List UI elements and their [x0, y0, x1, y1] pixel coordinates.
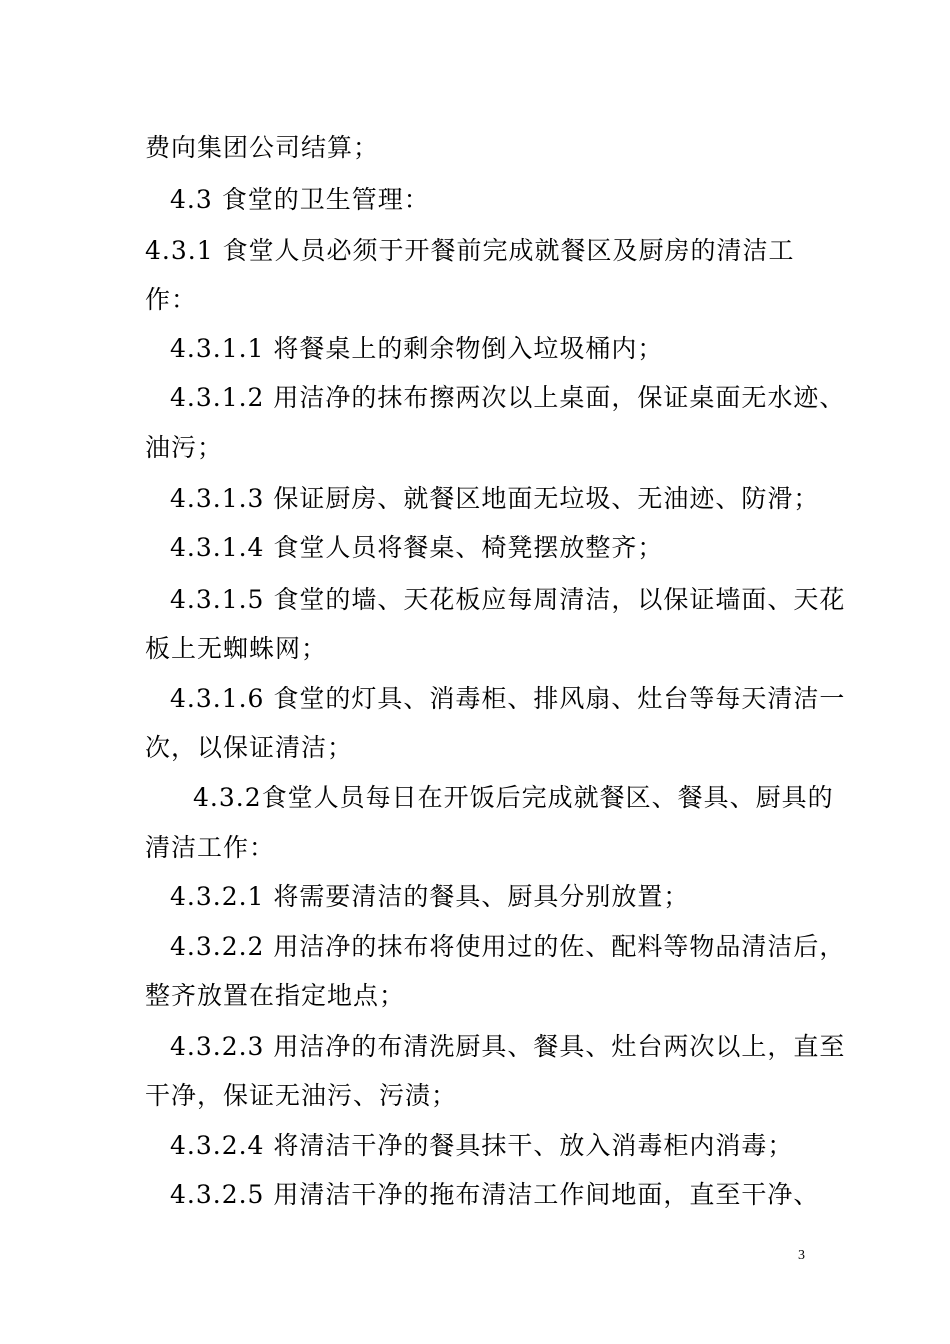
text-line: 4.3.1 食堂人员必须于开餐前完成就餐区及厨房的清洁工: [145, 236, 795, 265]
text-line: 4.3.2.3 用洁净的布清洗厨具、餐具、灶台两次以上，直至: [170, 1032, 846, 1061]
text-line: 4.3.1.1 将餐桌上的剩余物倒入垃圾桶内；: [170, 334, 664, 363]
section-heading: 4.3 食堂的卫生管理：: [170, 185, 430, 214]
text-line: 费向集团公司结算；: [145, 133, 380, 162]
text-line: 4.3.1.5 食堂的墙、天花板应每周清洁，以保证墙面、天花: [170, 585, 846, 614]
text-line: 4.3.1.2 用洁净的抹布擦两次以上桌面，保证桌面无水迹、: [170, 383, 846, 412]
text-line: 油污；: [145, 433, 224, 462]
text-line: 4.3.2.2 用洁净的抹布将使用过的佐、配料等物品清洁后，: [170, 932, 846, 961]
text-line: 板上无蜘蛛网；: [145, 634, 328, 663]
text-line: 4.3.2.1 将需要清洁的餐具、厨具分别放置；: [170, 882, 690, 911]
text-line: 4.3.2.5 用清洁干净的拖布清洁工作间地面，直至干净、: [170, 1180, 820, 1209]
text-line: 作：: [145, 285, 198, 314]
text-line: 4.3.1.6 食堂的灯具、消毒柜、排风扇、灶台等每天清洁一: [170, 684, 846, 713]
text-line: 4.3.2食堂人员每日在开饭后完成就餐区、餐具、厨具的: [193, 783, 834, 812]
text-line: 干净，保证无油污、污渍；: [145, 1081, 458, 1110]
text-line: 4.3.1.3 保证厨房、就餐区地面无垃圾、无油迹、防滑；: [170, 484, 820, 513]
page-number: 3: [798, 1248, 805, 1263]
text-line: 整齐放置在指定地点；: [145, 981, 406, 1010]
text-line: 次，以保证清洁；: [145, 733, 354, 762]
text-line: 4.3.2.4 将清洁干净的餐具抹干、放入消毒柜内消毒；: [170, 1131, 794, 1160]
text-line: 4.3.1.4 食堂人员将餐桌、椅凳摆放整齐；: [170, 533, 664, 562]
text-line: 清洁工作：: [145, 833, 276, 862]
